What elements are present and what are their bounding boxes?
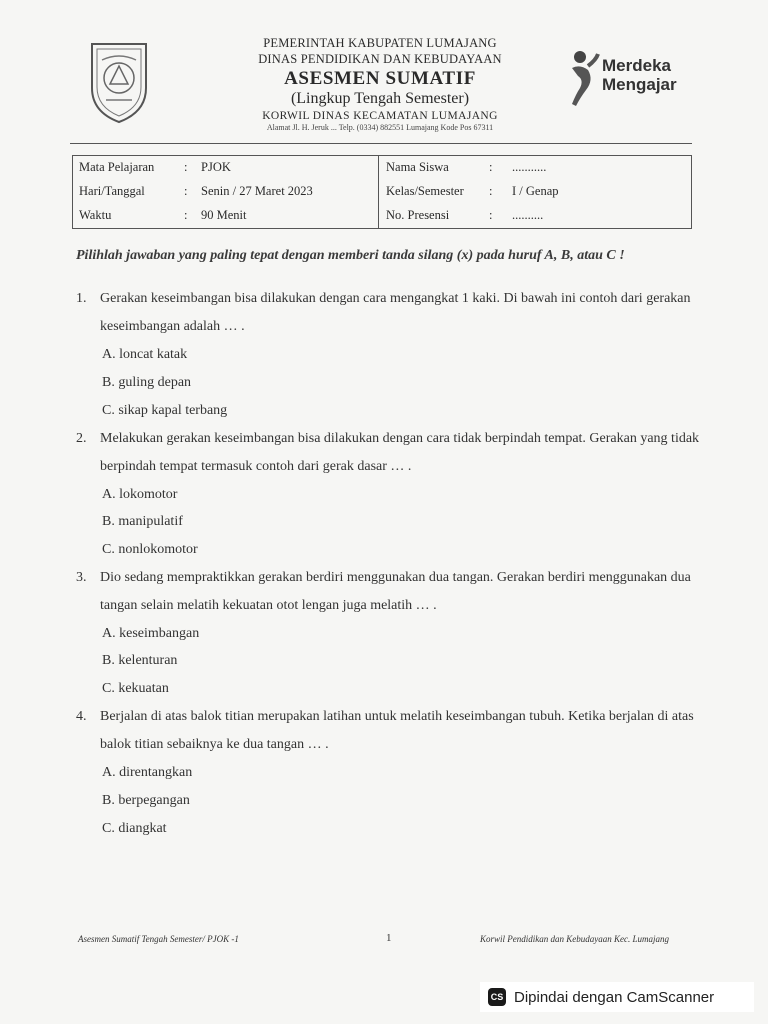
identity-row	[386, 160, 547, 175]
identity-row	[386, 184, 559, 199]
separator: :	[489, 208, 493, 222]
header-rule	[70, 143, 692, 144]
date-value: Senin / 27 Maret 2023	[201, 184, 313, 198]
korwil-line: KORWIL DINAS KECAMATAN LUMAJANG	[262, 110, 498, 122]
option-b: B. kelenturan	[102, 653, 178, 668]
government-line: PEMERINTAH KABUPATEN LUMAJANG	[263, 36, 497, 50]
subject-label: Mata Pelajaran	[79, 160, 155, 174]
identity-row	[79, 160, 231, 175]
instruction: Pilihlah jawaban yang paling tepat dengan memberi tanda silang (x) pada huruf A, B, atau C !	[76, 248, 625, 263]
address-line: Alamat Jl. H. Jeruk ... Telp. (0334) 882551 Lumajang Kode Pos 67311	[266, 123, 494, 132]
option-a: A. lokomotor	[102, 487, 178, 502]
question-1	[76, 285, 706, 341]
question-number: 4.	[76, 709, 87, 724]
brand-line-2: Mengajar	[602, 75, 677, 94]
class-label: Kelas/Semester	[386, 184, 464, 198]
option-a: A. keseimbangan	[102, 626, 200, 641]
separator: :	[184, 184, 188, 198]
option-b: B. guling depan	[102, 375, 192, 390]
camscanner-icon: CS	[488, 988, 506, 1006]
brand-line-1: Merdeka	[602, 56, 671, 75]
separator: :	[489, 160, 493, 174]
merdeka-mengajar-logo	[566, 50, 686, 110]
question-number: 3.	[76, 570, 87, 585]
separator: :	[184, 208, 188, 222]
option-c: C. kekuatan	[102, 681, 169, 696]
time-value: 90 Menit	[201, 208, 247, 222]
merdeka-figure-icon	[566, 50, 600, 108]
footer-left: Asesmen Sumatif Tengah Semester/ PJOK -1	[78, 934, 239, 944]
option-c: C. sikap kapal terbang	[102, 403, 228, 418]
class-value: I / Genap	[512, 184, 559, 198]
identity-row	[79, 184, 313, 199]
department-line: DINAS PENDIDIKAN DAN KEBUDAYAAN	[258, 52, 502, 66]
question-3	[76, 564, 706, 620]
page-number: 1	[386, 932, 392, 944]
question-text: Berjalan di atas balok titian merupakan latihan untuk melatih keseimbangan tubuh. Ketika berjalan di atas balok titian sebaiknya ke dua tangan … .	[100, 709, 694, 752]
question-text: Gerakan keseimbangan bisa dilakukan dengan cara mengangkat 1 kaki. Di bawah ini contoh dari gerakan keseimbangan adalah … .	[100, 291, 691, 334]
question-text: Dio sedang mempraktikkan gerakan berdiri menggunakan dua tangan. Gerakan berdiri menggunakan dua tangan selain melatih kekuatan otot lengan juga melatih … .	[100, 570, 691, 613]
identity-row	[386, 208, 544, 223]
option-b: B. berpegangan	[102, 793, 190, 808]
option-c: C. diangkat	[102, 821, 167, 836]
identity-row	[79, 208, 247, 223]
identity-table	[72, 155, 692, 229]
question-number: 1.	[76, 291, 87, 306]
letterhead	[200, 36, 560, 132]
camscanner-watermark	[480, 982, 754, 1012]
exam-title: ASESMEN SUMATIF	[284, 68, 476, 89]
option-c: C. nonlokomotor	[102, 542, 198, 557]
subject-value: PJOK	[201, 160, 231, 174]
footer-right: Korwil Pendidikan dan Kebudayaan Kec. Lumajang	[480, 934, 669, 944]
question-text: Melakukan gerakan keseimbangan bisa dilakukan dengan cara tidak berpindah tempat. Gerakan yang tidak berpindah tempat termasuk contoh dari gerak dasar … .	[100, 431, 700, 474]
student-name-field: ...........	[512, 160, 547, 174]
identity-divider	[378, 156, 379, 228]
attendance-field: ..........	[512, 208, 544, 222]
exam-subtitle: (Lingkup Tengah Semester)	[290, 90, 470, 107]
attendance-label: No. Presensi	[386, 208, 450, 222]
camscanner-label: Dipindai dengan CamScanner	[514, 988, 715, 1006]
separator: :	[489, 184, 493, 198]
option-a: A. loncat katak	[102, 347, 188, 362]
time-label: Waktu	[79, 208, 112, 222]
option-a: A. direntangkan	[102, 765, 193, 780]
option-b: B. manipulatif	[102, 514, 183, 529]
question-2	[76, 425, 706, 481]
separator: :	[184, 160, 188, 174]
date-label: Hari/Tanggal	[79, 184, 145, 198]
student-name-label: Nama Siswa	[386, 160, 449, 174]
question-number: 2.	[76, 431, 87, 446]
question-4	[76, 703, 706, 759]
regency-emblem-icon	[84, 38, 154, 124]
